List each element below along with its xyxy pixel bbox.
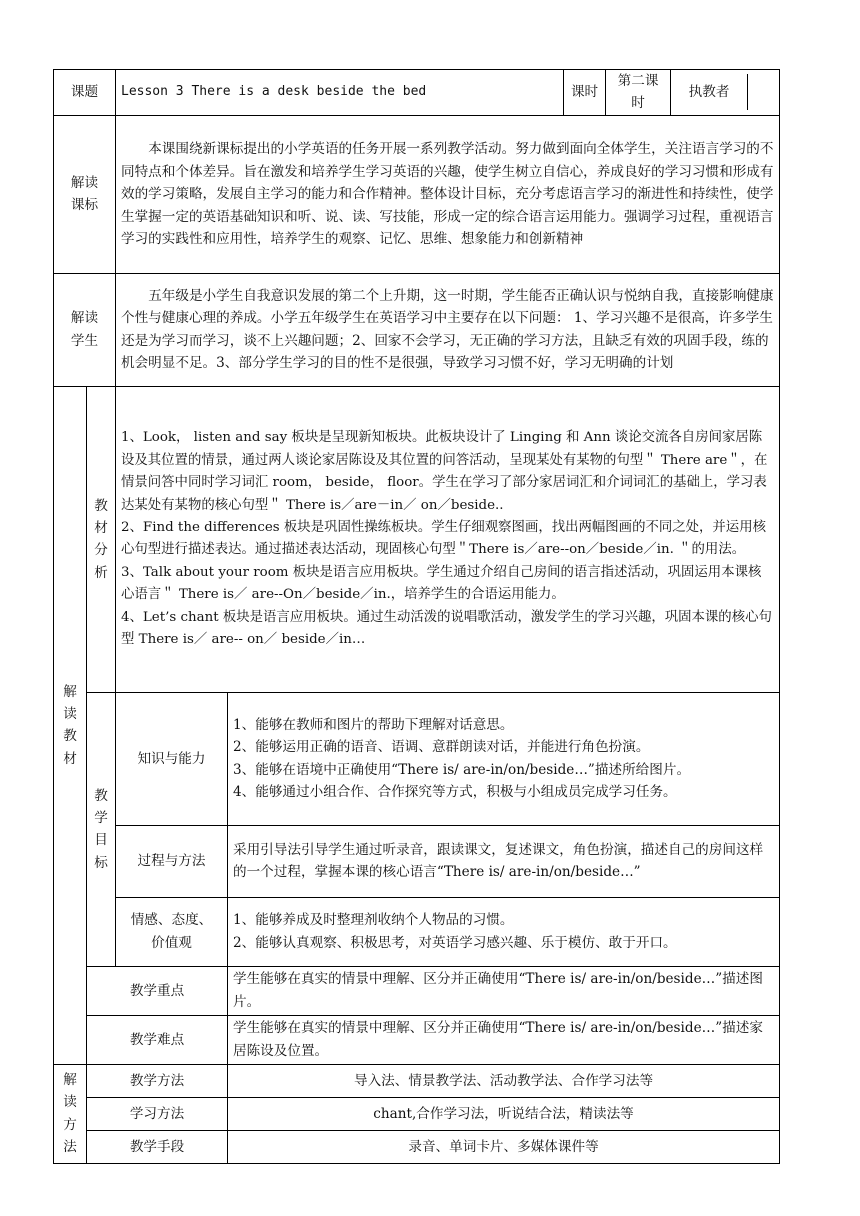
difficulty-text: 学生能够在真实的情景中理解、区分并正确使用“There is/ are-in/on/beside…”描述家居陈设及位置。	[228, 1015, 780, 1064]
process-text: 采用引导法引导学生通过听录音，跟读课文，复述课文，角色扮演，描述自己的房间这样的一个过程，掌握本课的核心语言“There is/ are-in/on/beside…”	[228, 825, 780, 897]
emotion-row	[54, 897, 780, 966]
period-label: 课时	[564, 70, 606, 116]
lesson-plan-table	[53, 69, 780, 1164]
emotion-label: 情感、态度、价值观	[116, 897, 228, 966]
emotion-item: 1、能够养成及时整理剂收纳个人物品的习惯。	[233, 912, 514, 929]
analysis-text: 1、Look， listen and say 板块是呈现新知板块。此板块设计了 Linging 和 Ann 谈论交流各自房间家居陈设及其位置的情景，通过两人谈论家居陈设及其位置的问答活动，呈现某处有某物的句型＂ There are＂，在情景问答中同时学习词汇 room， beside， floor。学生在学习了部分家居词汇和介词词汇的基础上，学习表达某处有某物的核心句型＂ There is／are－in／ on／beside.. 2、Find the differences 板块是巩固性操练板块。学生仔细观察图画，找出两幅图画的不同之处，并运用核心句型进行描述表达。通过描述表达活动，现固核心句型＂There is／are--on／beside／in. ＂的用法。 3、Talk about your room 板块是语言应用板块。学生通过介绍自己房间的语言指述活动，巩固运用本课核心语言＂ There is／ are--On／beside／in.，培养学生的合语运用能力。 4、Let’s chant 板块是语言应用板块。通过生动活泼的说唱歌活动，激发学生的学习兴趣，巩固本课的核心句型 There is／ are-- on／ beside／in…	[116, 386, 780, 692]
students-text: 五年级是小学生自我意识发展的第二个上升期，这一时期，学生能否正确认识与悦纳自我，直接影响健康个性与健康心理的养成。小学五年级学生在英语学习中主要存在以下问题： 1、学习兴趣不是很高，许多学生还是为学习而学习，谈不上兴趣问题；2、回家不会学习，无正确的学习方法，且缺乏有效的巩固手段，练的机会明显不足。3、部分学生学习的目的性不是很强，导致学习习惯不好，学习无明确的计划	[116, 273, 780, 386]
standards-text: 本课围绕新课标提出的小学英语的任务开展一系列教学活动。努力做到面向全体学生，关注语言学习的不同特点和个体差异。旨在激发和培养学生学习英语的兴趣，使学生树立自信心，养成良好的学习习惯和形成有效的学习策略，发展自主学习的能力和合作精神。整体设计目标，充分考虑语言学习的渐进性和持续性，使学生掌握一定的英语基础知识和听、说、读、写技能，形成一定的综合语言运用能力。强调学习过程，重视语言学习的实践性和应用性，培养学生的观察、记忆、思维、想象能力和创新精神	[116, 115, 780, 273]
teaching-method-row	[54, 1064, 780, 1097]
analysis-label: 教材分析	[87, 386, 116, 692]
learning-method-label: 学习方法	[87, 1097, 228, 1130]
knowledge-cell	[228, 692, 780, 825]
focus-row	[54, 966, 780, 1015]
knowledge-item: 3、能够在语境中正确使用“There is/ are-in/on/beside…”描述所给图片。	[233, 761, 691, 778]
teaching-means-row	[54, 1130, 780, 1163]
focus-label: 教学重点	[87, 966, 228, 1015]
methods-label: 解读方法	[54, 1064, 87, 1163]
teaching-method-value: 导入法、情景教学法、活动教学法、合作学习法等	[228, 1064, 780, 1097]
knowledge-item: 1、能够在教师和图片的帮助下理解对话意思。	[233, 717, 514, 733]
textbook-analysis-row	[54, 386, 780, 692]
teaching-means-label: 教学手段	[87, 1130, 228, 1163]
standards-label: 解读课标	[54, 115, 116, 273]
students-row	[54, 273, 780, 386]
learning-method-row	[54, 1097, 780, 1130]
difficulty-label: 教学难点	[87, 1015, 228, 1064]
difficulty-row	[54, 1015, 780, 1064]
period-value: 第二课时	[606, 70, 671, 116]
students-label: 解读学生	[54, 273, 116, 386]
emotion-item: 2、能够认真观察、积极思考，对英语学习感兴趣、乐于模仿、敢于开口。	[233, 934, 677, 951]
knowledge-item: 2、能够运用正确的语音、语调、意群朗读对话，并能进行角色扮演。	[233, 739, 650, 756]
process-row	[54, 825, 780, 897]
process-label: 过程与方法	[116, 825, 228, 897]
teacher-label: 执教者	[671, 74, 748, 110]
knowledge-row	[54, 692, 780, 825]
emotion-cell	[228, 897, 780, 966]
teaching-means-value: 录音、单词卡片、多媒体课件等	[228, 1130, 780, 1163]
goals-label: 教学目标	[87, 692, 116, 966]
textbook-label: 解读教材	[54, 386, 87, 1064]
topic-value: Lesson 3 There is a desk beside the bed	[116, 70, 564, 116]
focus-text: 学生能够在真实的情景中理解、区分并正确使用“There is/ are-in/on/beside…”描述图片。	[228, 966, 780, 1015]
teaching-method-label: 教学方法	[87, 1064, 228, 1097]
knowledge-item: 4、能够通过小组合作、合作探究等方式，积极与小组成员完成学习任务。	[233, 784, 677, 801]
standards-row	[54, 115, 780, 273]
knowledge-label: 知识与能力	[116, 692, 228, 825]
learning-method-value: chant,合作学习法，听说结合法，精读法等	[228, 1097, 780, 1130]
teacher-value	[748, 74, 779, 110]
header-row	[54, 70, 780, 116]
topic-label: 课题	[54, 70, 116, 116]
